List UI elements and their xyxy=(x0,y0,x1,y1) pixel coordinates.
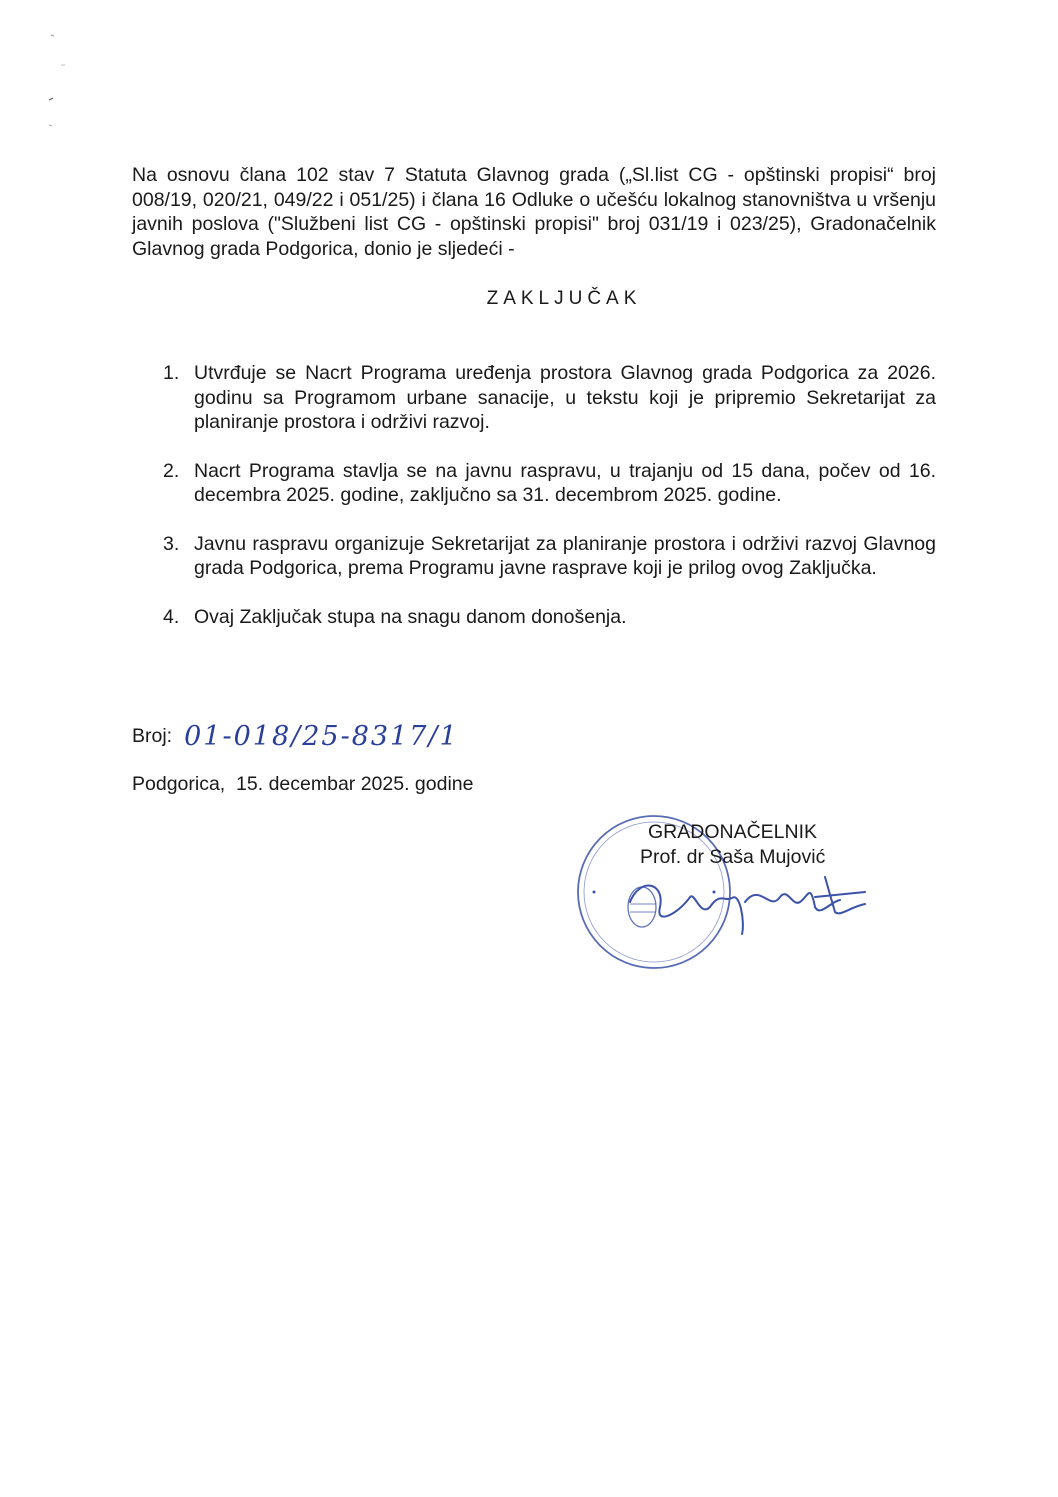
list-item xyxy=(163,532,936,581)
item-number: 4. xyxy=(163,605,180,628)
reference-line xyxy=(132,719,936,754)
item-text: Nacrt Programa stavlja se na javnu raspravu, u trajanju od 15 dana, počev od 16. decembra 2025. godine, zaključno sa 31. decembrom 2025. godine. xyxy=(194,459,936,506)
item-text: Ovaj Zaključak stupa na snagu danom donošenja. xyxy=(194,605,627,628)
signatory-title: GRADONAČELNIK xyxy=(648,821,818,844)
item-number: 3. xyxy=(163,532,180,555)
item-number: 2. xyxy=(163,459,180,482)
scan-marks xyxy=(45,30,75,140)
broj-label: Broj: xyxy=(132,725,173,747)
handwritten-reference-number: 01-018/25-8317/1 xyxy=(184,720,459,752)
document-title: ZAKLJUČAK xyxy=(486,288,642,309)
list-item xyxy=(163,361,936,435)
place-date: Podgorica, 15. decembar 2025. godine xyxy=(132,772,474,795)
signatory-name: Prof. dr Saša Mujović xyxy=(640,846,826,869)
decision-list xyxy=(163,361,936,629)
handwritten-signature xyxy=(620,862,870,942)
list-item xyxy=(163,605,936,630)
item-number: 1. xyxy=(163,362,180,384)
document-body xyxy=(132,163,936,982)
list-item xyxy=(163,459,936,508)
preamble-paragraph: Na osnovu člana 102 stav 7 Statuta Glavnog grada („Sl.list CG - opštinski propisi“ broj 008/19, 020/21, 049/22 i 051/25) i člana 16 Odluke o učešću lokalnog stanovništva u vršenju javnih poslova ("Službeni list CG - opštinski propisi" broj 031/19 i 023/25), Gradonačelnik Glavnog grada Podgorica, donio je sljedeći - xyxy=(132,164,936,260)
item-text: Javnu raspravu organizuje Sekretarijat za planiranje prostora i održivi razvoj Glavnog grada Podgorica, prema Programu javne rasprave koji je prilog ovog Zaključka. xyxy=(194,532,936,579)
signature-block xyxy=(132,812,936,982)
item-text: Utvrđuje se Nacrt Programa uređenja prostora Glavnog grada Podgorica za 2026. godinu sa Programom urbane sanacije, u tekstu koji je pripremio Sekretarijat za planiranje prostora i održivi razvoj. xyxy=(194,362,936,433)
